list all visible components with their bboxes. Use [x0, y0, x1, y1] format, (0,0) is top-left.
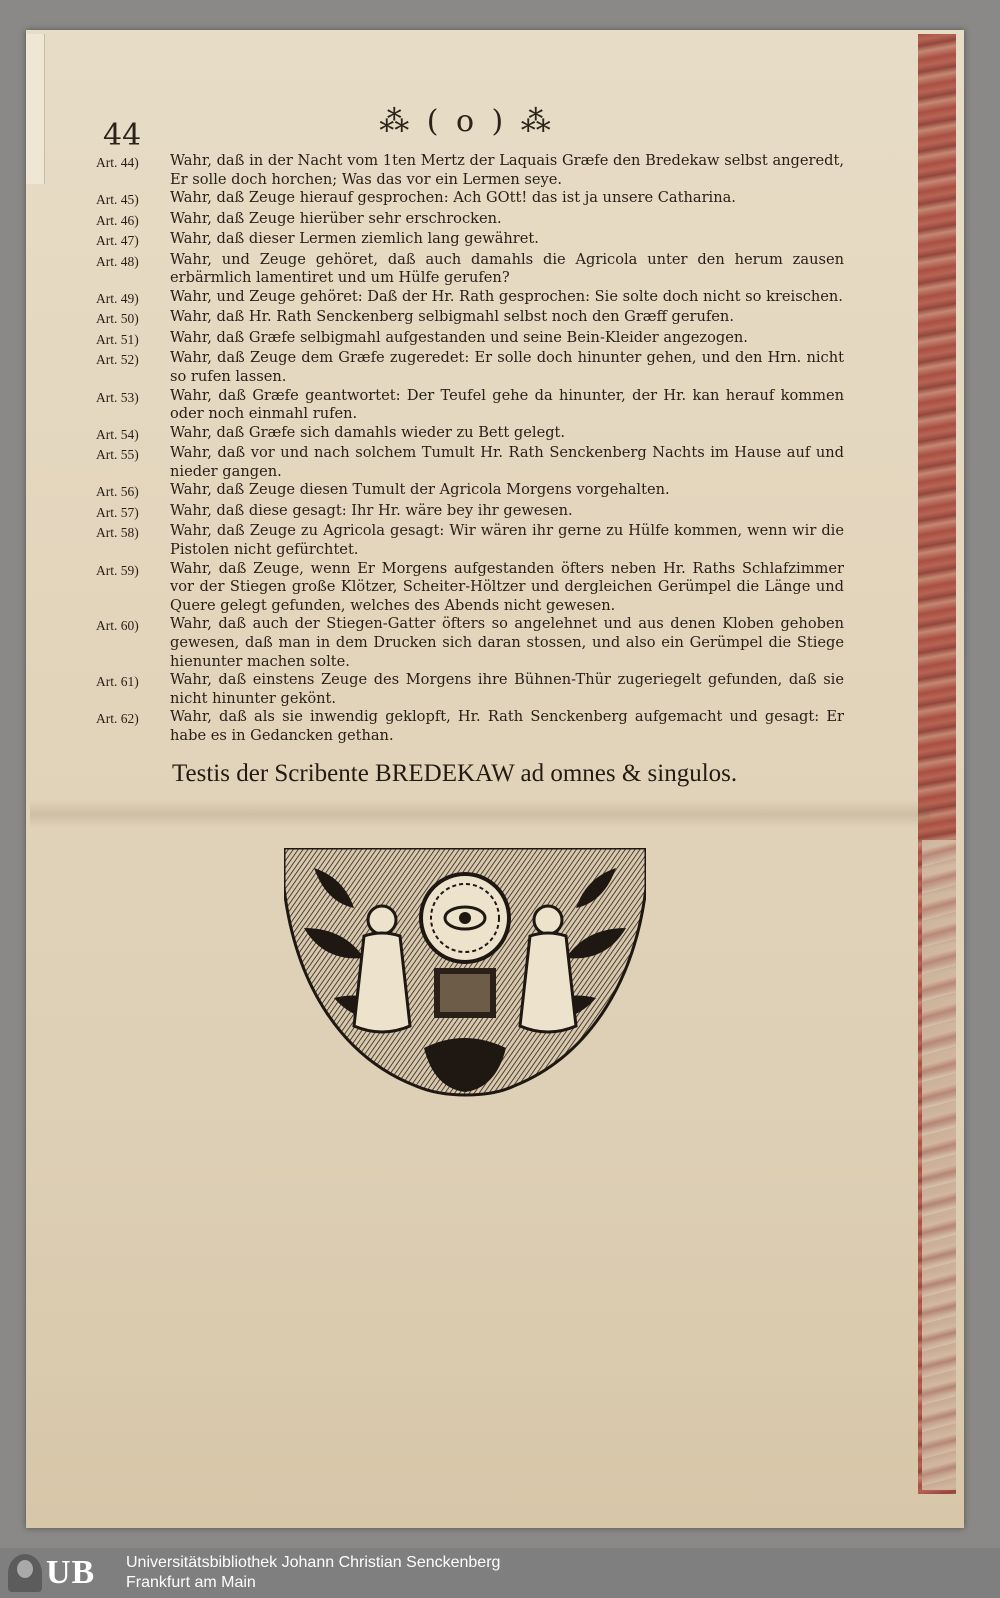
article-label: Art. 55): [96, 447, 139, 463]
article-label: Art. 54): [96, 426, 139, 442]
article-label: Art. 45): [96, 192, 139, 208]
article-label: Art. 59): [96, 562, 139, 578]
article-text: Wahr, daß Zeuge diesen Tumult der Agricola Morgens vorgehalten.: [170, 481, 670, 499]
library-name-line1: Universitätsbibliothek Johann Christian Senckenberg: [126, 1554, 501, 1571]
article-label: Art. 57): [96, 504, 139, 520]
article-text: Wahr, daß dieser Lermen ziemlich lang gewähret.: [170, 230, 539, 248]
article-row: [96, 189, 844, 210]
article-text: Wahr, und Zeuge gehöret, daß auch damahls die Agricola unter den herum zausen erbärmlich lamentiret und um Hülfe gerufen?: [170, 250, 844, 287]
article-row: [96, 615, 844, 671]
library-name-line2: Frankfurt am Main: [126, 1574, 256, 1591]
article-row: [96, 671, 844, 708]
article-text: Wahr, daß Zeuge, wenn Er Morgens aufgestanden öfters neben Hr. Raths Schlafzimmer vor der Stiegen große Klötzer, Scheiter-Höltzer und dergleichen Gerümpel die Länge und Quere gelegt gefunden, welches des Abends nicht gewesen.: [170, 559, 844, 614]
article-text: Wahr, daß Græfe sich damahls wieder zu Bett gelegt.: [170, 423, 566, 441]
article-label: Art. 53): [96, 389, 139, 405]
article-row: [96, 251, 844, 288]
article-row: [96, 708, 844, 745]
library-logo[interactable]: [8, 1554, 95, 1592]
article-text: Wahr, daß auch der Stiegen-Gatter öfters so angelehnet und aus denen Kloben gehoben gewesen, daß man in dem Drucken sich daran stossen, und also ein Gerümpel die Stiege hienunter machen solte.: [170, 615, 844, 670]
article-label: Art. 49): [96, 290, 139, 306]
article-text: Wahr, daß Zeuge hierauf gesprochen: Ach GOtt! das ist ja unsere Catharina.: [170, 189, 736, 207]
article-row: [96, 329, 844, 350]
article-text: Wahr, daß Zeuge hierüber sehr erschrocken.: [170, 209, 502, 227]
article-text: Wahr, daß Græfe geantwortet: Der Teufel gehe da hinunter, der Hr. kan herauf kommen oder noch einmahl rufen.: [170, 386, 844, 423]
article-row: [96, 230, 844, 251]
article-text: Wahr, daß Hr. Rath Senckenberg selbigmahl selbst noch den Græff gerufen.: [170, 308, 734, 326]
article-row: [96, 560, 844, 616]
article-row: [96, 387, 844, 424]
article-row: [96, 210, 844, 231]
article-row: [96, 308, 844, 329]
library-logo-text: UB: [46, 1554, 96, 1591]
article-text: Wahr, daß Zeuge zu Agricola gesagt: Wir wären ihr gerne zu Hülfe kommen, wenn wir die Pistolen nicht gefürchtet.: [170, 522, 844, 559]
article-text: Wahr, und Zeuge gehöret: Daß der Hr. Rath gesprochen: Sie solte doch nicht so kreischen.: [170, 287, 843, 305]
article-label: Art. 58): [96, 525, 139, 541]
article-text: Wahr, daß diese gesagt: Ihr Hr. wäre bey ihr gewesen.: [170, 501, 573, 519]
article-label: Art. 44): [96, 155, 139, 170]
article-row: [96, 152, 844, 189]
article-text: Wahr, daß Græfe selbigmahl aufgestanden und seine Bein-Kleider angezogen.: [170, 328, 748, 346]
article-label: Art. 61): [96, 674, 139, 690]
article-row: [96, 522, 844, 559]
article-text: Wahr, daß vor und nach solchem Tumult Hr. Rath Senckenberg Nachts im Hause auf und nieder gangen.: [170, 444, 844, 480]
article-text: Wahr, daß als sie inwendig geklopft, Hr. Rath Senckenberg aufgemacht und gesagt: Er habe es in Gedancken gethan.: [170, 708, 844, 744]
header-ornament: ⁂ ( o ) ⁂: [379, 104, 555, 139]
article-text: Wahr, daß Zeuge dem Græfe zugeredet: Er solle doch hinunter gehen, und den Hrn. nicht so rufen lassen.: [170, 349, 844, 385]
eye-of-providence-vignette-icon: [284, 848, 646, 1100]
article-label: Art. 47): [96, 233, 139, 249]
article-label: Art. 46): [96, 212, 139, 228]
article-label: Art. 56): [96, 484, 139, 500]
article-label: Art. 51): [96, 331, 139, 347]
article-row: [96, 288, 844, 309]
page-edge: [26, 34, 45, 184]
article-row: [96, 502, 844, 523]
article-label: Art. 52): [96, 352, 139, 368]
fold-shadow: [30, 800, 930, 828]
article-list: [96, 152, 844, 746]
article-row: [96, 424, 844, 445]
article-label: Art. 48): [96, 253, 139, 269]
article-label: Art. 50): [96, 311, 139, 327]
article-row: [96, 349, 844, 386]
senckenberg-bust-icon: [8, 1554, 42, 1592]
closing-line: Testis der Scribente BREDEKAW ad omnes & singulos.: [172, 760, 738, 787]
article-row: [96, 444, 844, 481]
page-number: 44: [103, 118, 142, 153]
article-label: Art. 62): [96, 711, 139, 727]
article-text: Wahr, daß einstens Zeuge des Morgens ihre Bühnen-Thür zugeriegelt gefunden, daß sie nicht hinunter gekönt.: [170, 671, 844, 707]
article-text: Wahr, daß in der Nacht vom 1ten Mertz der Laquais Græfe den Bredekaw selbst angeredt, Er solle doch horchen; Was das vor ein Lermen seye.: [170, 152, 844, 188]
article-label: Art. 60): [96, 618, 139, 634]
binding-edge-lower: [922, 840, 956, 1490]
library-name: [126, 1553, 500, 1593]
library-footer: [0, 1548, 1000, 1598]
article-row: [96, 481, 844, 502]
